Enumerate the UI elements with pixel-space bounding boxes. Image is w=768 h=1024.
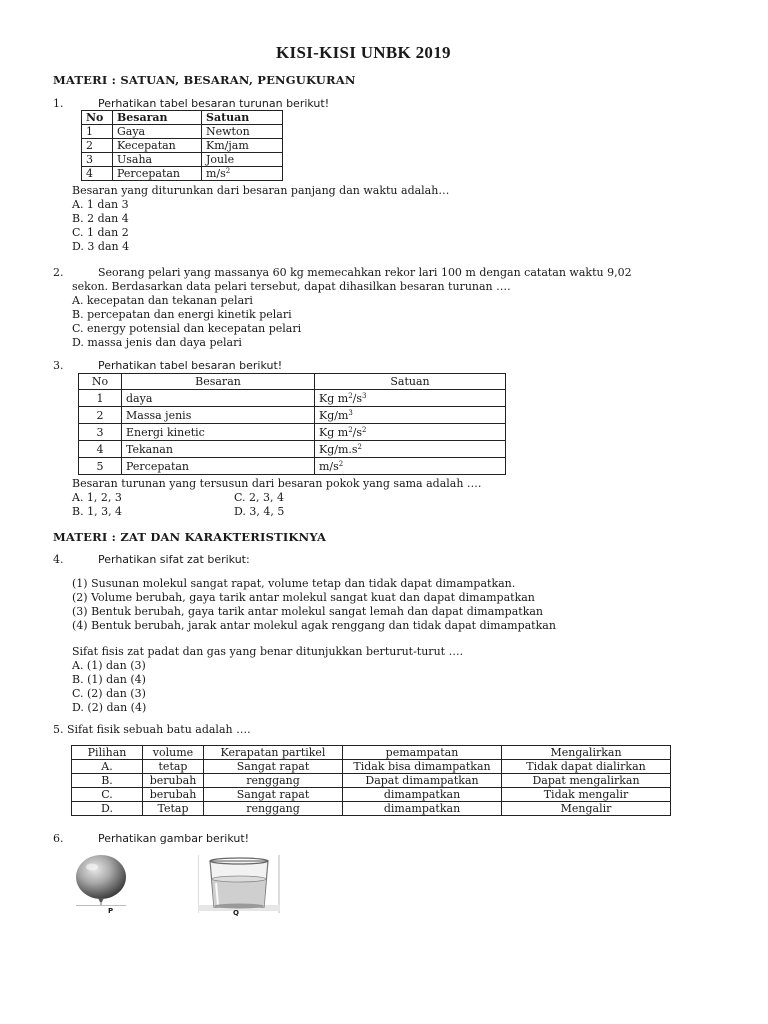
cell-no: 2: [82, 139, 113, 153]
cell-satuan: [315, 441, 506, 458]
q4-item-1: (1) Susunan molekul sangat rapat, volume tetap dan tidak dapat dimampatkan.: [72, 577, 516, 590]
unit-exponent: 2: [348, 425, 353, 434]
cell: dimampatkan: [343, 788, 502, 802]
page-title: KISI-KISI UNBK 2019: [276, 43, 451, 62]
q2-option-b: B. percepatan dan energi kinetik pelari: [72, 308, 292, 321]
cell: tetap: [143, 760, 204, 774]
header-satuan: Satuan: [202, 111, 283, 125]
q3-text: Perhatikan tabel besaran berikut!: [98, 359, 283, 372]
table-row: [79, 441, 506, 458]
q2-option-a: A. kecepatan dan tekanan pelari: [72, 294, 253, 307]
q4-option-c: C. (2) dan (3): [72, 687, 146, 700]
header-satuan: Satuan: [315, 374, 506, 390]
table-row: [79, 390, 506, 407]
q4-number: 4.: [53, 553, 64, 566]
q5-table: [71, 745, 671, 816]
unit-part: Kg m: [319, 425, 349, 439]
unit-exponent: 3: [348, 408, 353, 417]
section-heading-zat: MATERI : ZAT DAN KARAKTERISTIKNYA: [53, 530, 327, 544]
q2-line2: sekon. Berdasarkan data pelari tersebut, dapat dihasilkan besaran turunan ….: [72, 280, 511, 293]
q4-item-4: (4) Bentuk berubah, jarak antar molekul agak renggang dan tidak dapat dimampatkan: [72, 619, 556, 632]
table-row: [72, 788, 671, 802]
unit-part: m/s: [319, 459, 339, 473]
unit-part: Kg/m: [319, 408, 349, 422]
cell: B.: [72, 774, 143, 788]
cell-satuan: Joule: [202, 153, 283, 167]
glass-of-water-image: [198, 855, 280, 913]
cell-no: 1: [79, 390, 122, 407]
q4-question: Sifat fisis zat padat dan gas yang benar ditunjukkan berturut-turut ….: [72, 645, 464, 658]
q1-option-b: B. 2 dan 4: [72, 212, 129, 225]
cell-no: 1: [82, 125, 113, 139]
cell: Sangat rapat: [204, 788, 343, 802]
q4-option-d: D. (2) dan (4): [72, 701, 147, 714]
q1-question: Besaran yang diturunkan dari besaran panjang dan waktu adalah…: [72, 184, 450, 197]
cell: Mengalir: [502, 802, 671, 816]
cell: A.: [72, 760, 143, 774]
cell-satuan: [315, 424, 506, 441]
cell-besaran: Usaha: [113, 153, 202, 167]
cell: renggang: [204, 802, 343, 816]
unit-exponent: 3: [362, 391, 367, 400]
q4-option-b: B. (1) dan (4): [72, 673, 146, 686]
cell: dimampatkan: [343, 802, 502, 816]
header-besaran: Besaran: [122, 374, 315, 390]
cell-no: 4: [82, 167, 113, 181]
q2-number: 2.: [53, 266, 64, 279]
q3-option-b: B. 1, 3, 4: [72, 505, 123, 518]
cell: renggang: [204, 774, 343, 788]
unit-exponent: 2: [338, 459, 344, 468]
table-row: [79, 407, 506, 424]
q3-question: Besaran turunan yang tersusun dari besaran pokok yang sama adalah ….: [72, 477, 482, 490]
unit-part: /s: [352, 391, 363, 405]
cell: Dapat mengalirkan: [502, 774, 671, 788]
header-mengalirkan: Mengalirkan: [502, 746, 671, 760]
header-pilihan: Pilihan: [72, 746, 143, 760]
balloon-image: [74, 853, 128, 911]
unit-exponent: 2: [357, 442, 363, 451]
cell: Dapat dimampatkan: [343, 774, 502, 788]
q3-option-c: C. 2, 3, 4: [234, 491, 284, 504]
q4-option-a: A. (1) dan (3): [72, 659, 146, 672]
cell-satuan: [315, 407, 506, 424]
unit-part: /s: [352, 425, 363, 439]
cell: Tidak mengalir: [502, 788, 671, 802]
q1-option-d: D. 3 dan 4: [72, 240, 130, 253]
unit-base: m/s: [206, 167, 226, 180]
table-row: [72, 760, 671, 774]
cell-satuan: [202, 167, 283, 181]
table-row: [72, 802, 671, 816]
unit-part: Kg m: [319, 391, 349, 405]
cell: D.: [72, 802, 143, 816]
header-volume: volume: [143, 746, 204, 760]
q1-option-c: C. 1 dan 2: [72, 226, 129, 239]
header-no: No: [79, 374, 122, 390]
header-no: No: [82, 111, 113, 125]
cell-besaran: Kecepatan: [113, 139, 202, 153]
unit-exponent: 2: [362, 425, 367, 434]
cell: C.: [72, 788, 143, 802]
table-row: [72, 774, 671, 788]
cell: berubah: [143, 774, 204, 788]
header-besaran: Besaran: [113, 111, 202, 125]
cell-besaran: Percepatan: [122, 458, 315, 475]
unit-exponent: 2: [348, 391, 353, 400]
table-row: [82, 125, 283, 139]
table-row: [79, 458, 506, 475]
table-row: [82, 153, 283, 167]
cell-satuan: Km/jam: [202, 139, 283, 153]
q2-option-d: D. massa jenis dan daya pelari: [72, 336, 242, 349]
section-heading-satuan: MATERI : SATUAN, BESARAN, PENGUKURAN: [53, 73, 356, 87]
cell: Tetap: [143, 802, 204, 816]
cell-no: 5: [79, 458, 122, 475]
cell: Tidak bisa dimampatkan: [343, 760, 502, 774]
cell-besaran: Tekanan: [122, 441, 315, 458]
q4-item-2: (2) Volume berubah, gaya tarik antar molekul sangat kuat dan dapat dimampatkan: [72, 591, 535, 604]
q3-option-d: D. 3, 4, 5: [234, 505, 285, 518]
table-row: [79, 424, 506, 441]
label-p: P: [108, 907, 114, 915]
cell-satuan: [315, 390, 506, 407]
cell: berubah: [143, 788, 204, 802]
q3-option-a: A. 1, 2, 3: [72, 491, 122, 504]
cell-no: 3: [82, 153, 113, 167]
q4-text: Perhatikan sifat zat berikut:: [98, 553, 250, 566]
header-kerapatan: Kerapatan partikel: [204, 746, 343, 760]
q2-option-c: C. energy potensial dan kecepatan pelari: [72, 322, 302, 335]
cell: Sangat rapat: [204, 760, 343, 774]
q1-option-a: A. 1 dan 3: [72, 198, 129, 211]
label-q: Q: [233, 909, 239, 917]
table-row: [82, 139, 283, 153]
q6-number: 6.: [53, 832, 64, 845]
q3-number: 3.: [53, 359, 64, 372]
cell-besaran: daya: [122, 390, 315, 407]
header-pemampatan: pemampatan: [343, 746, 502, 760]
cell-no: 4: [79, 441, 122, 458]
cell-no: 2: [79, 407, 122, 424]
q3-table: [78, 373, 506, 475]
cell-besaran: Percepatan: [113, 167, 202, 181]
table-header-row: [79, 374, 506, 390]
cell-satuan: [315, 458, 506, 475]
unit-part: Kg/m.s: [319, 442, 358, 456]
q5-text: 5. Sifat fisik sebuah batu adalah ….: [53, 723, 251, 736]
q2-line1: Seorang pelari yang massanya 60 kg memecahkan rekor lari 100 m dengan catatan waktu 9,02: [98, 266, 632, 279]
q1-table: [81, 110, 283, 181]
q4-item-3: (3) Bentuk berubah, gaya tarik antar molekul sangat lemah dan dapat dimampatkan: [72, 605, 544, 618]
table-header-row: [82, 111, 283, 125]
cell-besaran: Energi kinetic: [122, 424, 315, 441]
cell-besaran: Gaya: [113, 125, 202, 139]
unit-exponent: 2: [225, 167, 231, 175]
table-header-row: [72, 746, 671, 760]
q6-text: Perhatikan gambar berikut!: [98, 832, 250, 845]
cell-besaran: Massa jenis: [122, 407, 315, 424]
cell-satuan: Newton: [202, 125, 283, 139]
cell-no: 3: [79, 424, 122, 441]
q1-text: Perhatikan tabel besaran turunan berikut!: [98, 97, 330, 110]
table-row: [82, 167, 283, 181]
q1-number: 1.: [53, 97, 64, 110]
cell: Tidak dapat dialirkan: [502, 760, 671, 774]
